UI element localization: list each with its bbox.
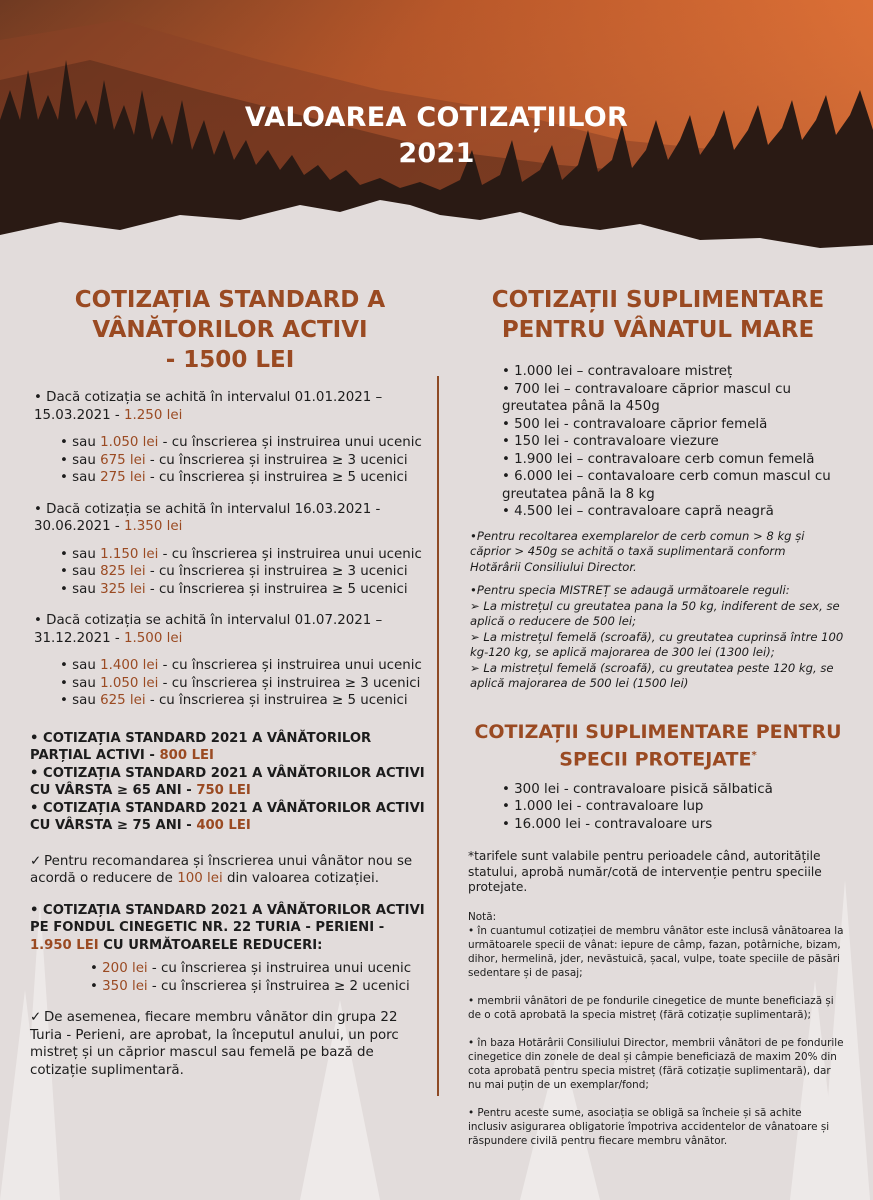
recommend-text: Pentru recomandarea și înscrierea unui vânător nou se acordă o reducere de: [30, 853, 413, 886]
protected-species-heading: [458, 720, 858, 771]
tariff-note: *tarifele sunt valabile pentru perioadele când, autoritățile statului, aprobă număr/cotă de intervenție pentru speciile protejate.: [468, 849, 822, 895]
standard-fee-heading: [30, 285, 430, 375]
option-row: [60, 469, 430, 487]
turia-options: [30, 960, 430, 995]
period-text: • Dacă cotizația se achită în intervalul 01.07.2021 – 31.12.2021 -: [34, 613, 383, 646]
option-pre: •: [90, 961, 103, 976]
option-pre: • sau: [60, 470, 101, 485]
big-game-heading: [458, 285, 858, 345]
option-post: - cu înscrierea și instruirea ≥ 5 ucenici: [145, 693, 408, 708]
list-item: • 500 lei - contravaloare căprior femelă: [502, 416, 768, 432]
standard-fee-column: [30, 285, 430, 1079]
standard-categories: [30, 730, 430, 835]
option-post: - cu înscrierea și instruirea ≥ 3 ucenici: [145, 452, 408, 468]
standard-value: 800 LEI: [159, 748, 214, 763]
list-item: • 700 lei – contravaloare căprior mascul cu greutatea până la 450g: [502, 381, 791, 414]
option-row: [60, 657, 430, 675]
note-item: • în cuantumul cotizației de membru vânător este inclusă vânătoarea la următoarele specii de vânat: iepure de câmp, fazan, potârniche, bizam, dihor, hermelină, jder, nevăstuică, șacal, vulpe, toate speciile de păsări sedentare și de pasaj;: [468, 924, 844, 979]
final-note: [30, 1009, 430, 1079]
turia-text-end: CU URMĂTOARELE REDUCERI:: [98, 937, 323, 953]
heading-line: COTIZAȚII SUPLIMENTARE PENTRU: [474, 720, 842, 743]
page-title: [0, 100, 873, 172]
option-post: - cu înscrierea și instruirea unui ucenic: [158, 435, 422, 450]
option-pre: • sau: [60, 435, 101, 450]
option-value: 350 lei: [102, 978, 148, 994]
option-pre: • sau: [60, 564, 101, 579]
option-post: - cu înscrierea și instruirea unui ucenic: [158, 658, 422, 673]
option-value: 625 lei: [100, 693, 146, 708]
list-item: ➢ La mistrețul femelă (scroafă), cu greutatea cuprinsă între 100 kg-120 kg, se aplică majorarea de 300 lei (1300 lei);: [470, 629, 844, 659]
turia-fee: [30, 902, 430, 955]
title-line-2: 2021: [398, 138, 475, 169]
period-value: 1.250 lei: [124, 407, 183, 423]
turia-value: 1.950 LEI: [30, 937, 99, 953]
notes: [458, 910, 858, 1148]
standard-row: [30, 765, 430, 800]
option-row: [60, 452, 430, 470]
heading-line: VÂNĂTORILOR ACTIVI: [92, 317, 368, 343]
option-row: [60, 692, 430, 710]
footnote-marker: *: [751, 749, 757, 761]
option-post: - cu înscrierea și instruirea ≥ 5 ucenici: [145, 470, 408, 485]
option-value: 1.050 lei: [100, 675, 159, 691]
period-text: • Dacă cotizația se achită în intervalul 01.01.2021 – 15.03.2021 -: [34, 390, 383, 423]
recommendation-note: [30, 853, 430, 888]
option-post: - cu înscrierea și instruirea ≥ 5 ucenici: [145, 581, 408, 597]
period-2-options: [30, 546, 430, 599]
option-post: - cu înscrierea și instruirea ≥ 3 ucenici: [158, 675, 421, 691]
option-pre: • sau: [60, 452, 101, 468]
notes-title: Notă:: [468, 910, 497, 923]
option-pre: • sau: [60, 581, 101, 597]
option-row: [60, 563, 430, 581]
boar-rules: [458, 583, 858, 692]
big-game-list: [458, 363, 858, 521]
heading-line: - 1500 LEI: [165, 347, 295, 373]
turia-text: • COTIZAȚIA STANDARD 2021 A VÂNĂTORILOR ACTIVI PE FONDUL CINEGETIC NR. 22 TURIA - PERIENI -: [30, 902, 425, 935]
forest-header: [0, 0, 873, 290]
note-item: • Pentru aceste sume, asociația se obligă sa încheie și să achite inclusiv asigurarea obligatorie împotriva accidentelor de vânatoare și răspundere civilă pentru fiecare membru vânător.: [468, 1106, 830, 1147]
option-post: - cu înscrierea și instruirea ≥ 3 ucenici: [145, 564, 408, 579]
standard-text: • COTIZAȚIA STANDARD 2021 A VÂNĂTORILOR ACTIVI CU VÂRSTA ≥ 65 ANI -: [30, 765, 425, 798]
period-value: 1.350 lei: [124, 519, 183, 534]
option-pre: •: [90, 978, 103, 994]
payment-periods: [30, 389, 430, 710]
list-item: ➢ La mistrețul cu greutatea pana la 50 kg, indiferent de sex, se aplică o reducere de 500 lei;: [470, 598, 840, 628]
protected-species-list: [458, 781, 858, 834]
option-value: 675 lei: [100, 452, 146, 468]
column-divider: [437, 376, 439, 1096]
period-text: • Dacă cotizația se achită în intervalul 16.03.2021 - 30.06.2021 -: [34, 501, 381, 534]
standard-text: • COTIZAȚIA STANDARD 2021 A VÂNĂTORILOR PARȚIAL ACTIVI -: [30, 730, 372, 763]
option-row: [60, 675, 430, 693]
check-icon: ✓: [30, 1010, 42, 1025]
standard-value: 750 LEI: [196, 783, 251, 798]
list-item: • 300 lei - contravaloare pisică sălbatică: [502, 781, 773, 797]
title-line-1: VALOAREA COTIZAȚIILOR: [244, 102, 629, 133]
boar-rules-title: •Pentru specia MISTREȚ se adaugă următoarele reguli:: [470, 583, 790, 597]
option-pre: • sau: [60, 675, 101, 691]
option-post: - cu înscrierea și instruirea unui ucenic: [158, 546, 422, 562]
note-item: • în baza Hotărârii Consiliului Director, membrii vânători de pe fondurile cinegetice din zonele de deal și câmpie beneficiază de maxim 20% din cota aprobată pentru specia mistreț (fără cotizație suplimentară), dar nu mai puțin de un exemplar/fond;: [468, 1036, 844, 1091]
list-item: ➢ La mistrețul femelă (scroafă), cu greutatea peste 120 kg, se aplică majorarea de 500 lei (1500 lei): [470, 660, 834, 690]
period-3-options: [30, 657, 430, 710]
option-pre: • sau: [60, 546, 101, 562]
check-icon: ✓: [30, 853, 42, 869]
option-pre: • sau: [60, 658, 101, 673]
supplementary-fee-column: [458, 285, 858, 1148]
option-value: 1.050 lei: [100, 435, 159, 450]
list-item: • 1.000 lei – contravaloare mistreț: [502, 364, 733, 379]
period-3: [30, 612, 430, 647]
option-row: [90, 960, 430, 978]
deer-note: •Pentru recoltarea exemplarelor de cerb comun > 8 kg și căprior > 450g se achită o taxă suplimentară conform Hotărârii Consiliului Director.: [470, 528, 805, 574]
recommend-value: 100 lei: [177, 871, 223, 886]
option-value: 1.150 lei: [100, 546, 159, 562]
heading-line: SPECII PROTEJATE: [559, 747, 752, 770]
option-value: 825 lei: [100, 564, 146, 579]
period-1-options: [30, 434, 430, 487]
option-post: - cu înscrierea și înstruirea ≥ 2 ucenici: [147, 978, 410, 994]
standard-row: [30, 730, 430, 765]
list-item: • 1.000 lei - contravaloare lup: [502, 799, 704, 815]
heading-line: COTIZAȚII SUPLIMENTARE: [491, 287, 825, 313]
list-item: • 4.500 lei – contravaloare capră neagră: [502, 504, 774, 519]
option-row: [90, 978, 430, 996]
final-note-text: De asemenea, fiecare membru vânător din grupa 22 Turia - Perieni, are aprobat, la începutul anului, un porc mistreț și un căprior mascul sau femelă pe bază de cotizație suplimentară.: [30, 1010, 399, 1078]
period-2: [30, 501, 430, 536]
option-value: 275 lei: [100, 470, 146, 485]
list-item: • 1.900 lei – contravaloare cerb comun femelă: [502, 451, 815, 467]
option-value: 200 lei: [102, 961, 148, 976]
period-1: [30, 389, 430, 424]
standard-text: • COTIZAȚIA STANDARD 2021 A VÂNĂTORILOR ACTIVI CU VÂRSTA ≥ 75 ANI -: [30, 800, 425, 833]
list-item: • 16.000 lei - contravaloare urs: [502, 816, 713, 832]
standard-row: [30, 800, 430, 835]
heading-line: COTIZAȚIA STANDARD A: [74, 287, 386, 313]
option-value: 325 lei: [100, 581, 146, 597]
option-row: [60, 434, 430, 452]
option-pre: • sau: [60, 693, 101, 708]
recommend-text-end: din valoarea cotizației.: [222, 871, 380, 886]
option-value: 1.400 lei: [100, 658, 159, 673]
option-post: - cu înscrierea și instruirea unui ucenic: [147, 961, 412, 976]
list-item: • 150 lei - contravaloare viezure: [502, 434, 719, 449]
standard-value: 400 LEI: [196, 818, 251, 833]
period-value: 1.500 lei: [124, 630, 183, 646]
heading-line: PENTRU VÂNATUL MARE: [501, 317, 815, 343]
list-item: • 6.000 lei – contavaloare cerb comun mascul cu greutatea până la 8 kg: [502, 469, 831, 502]
option-row: [60, 581, 430, 599]
note-item: • membrii vânători de pe fondurile cinegetice de munte beneficiază și de o cotă aprobată la specia mistreț (fără cotizație suplimentară);: [468, 994, 834, 1021]
option-row: [60, 546, 430, 564]
